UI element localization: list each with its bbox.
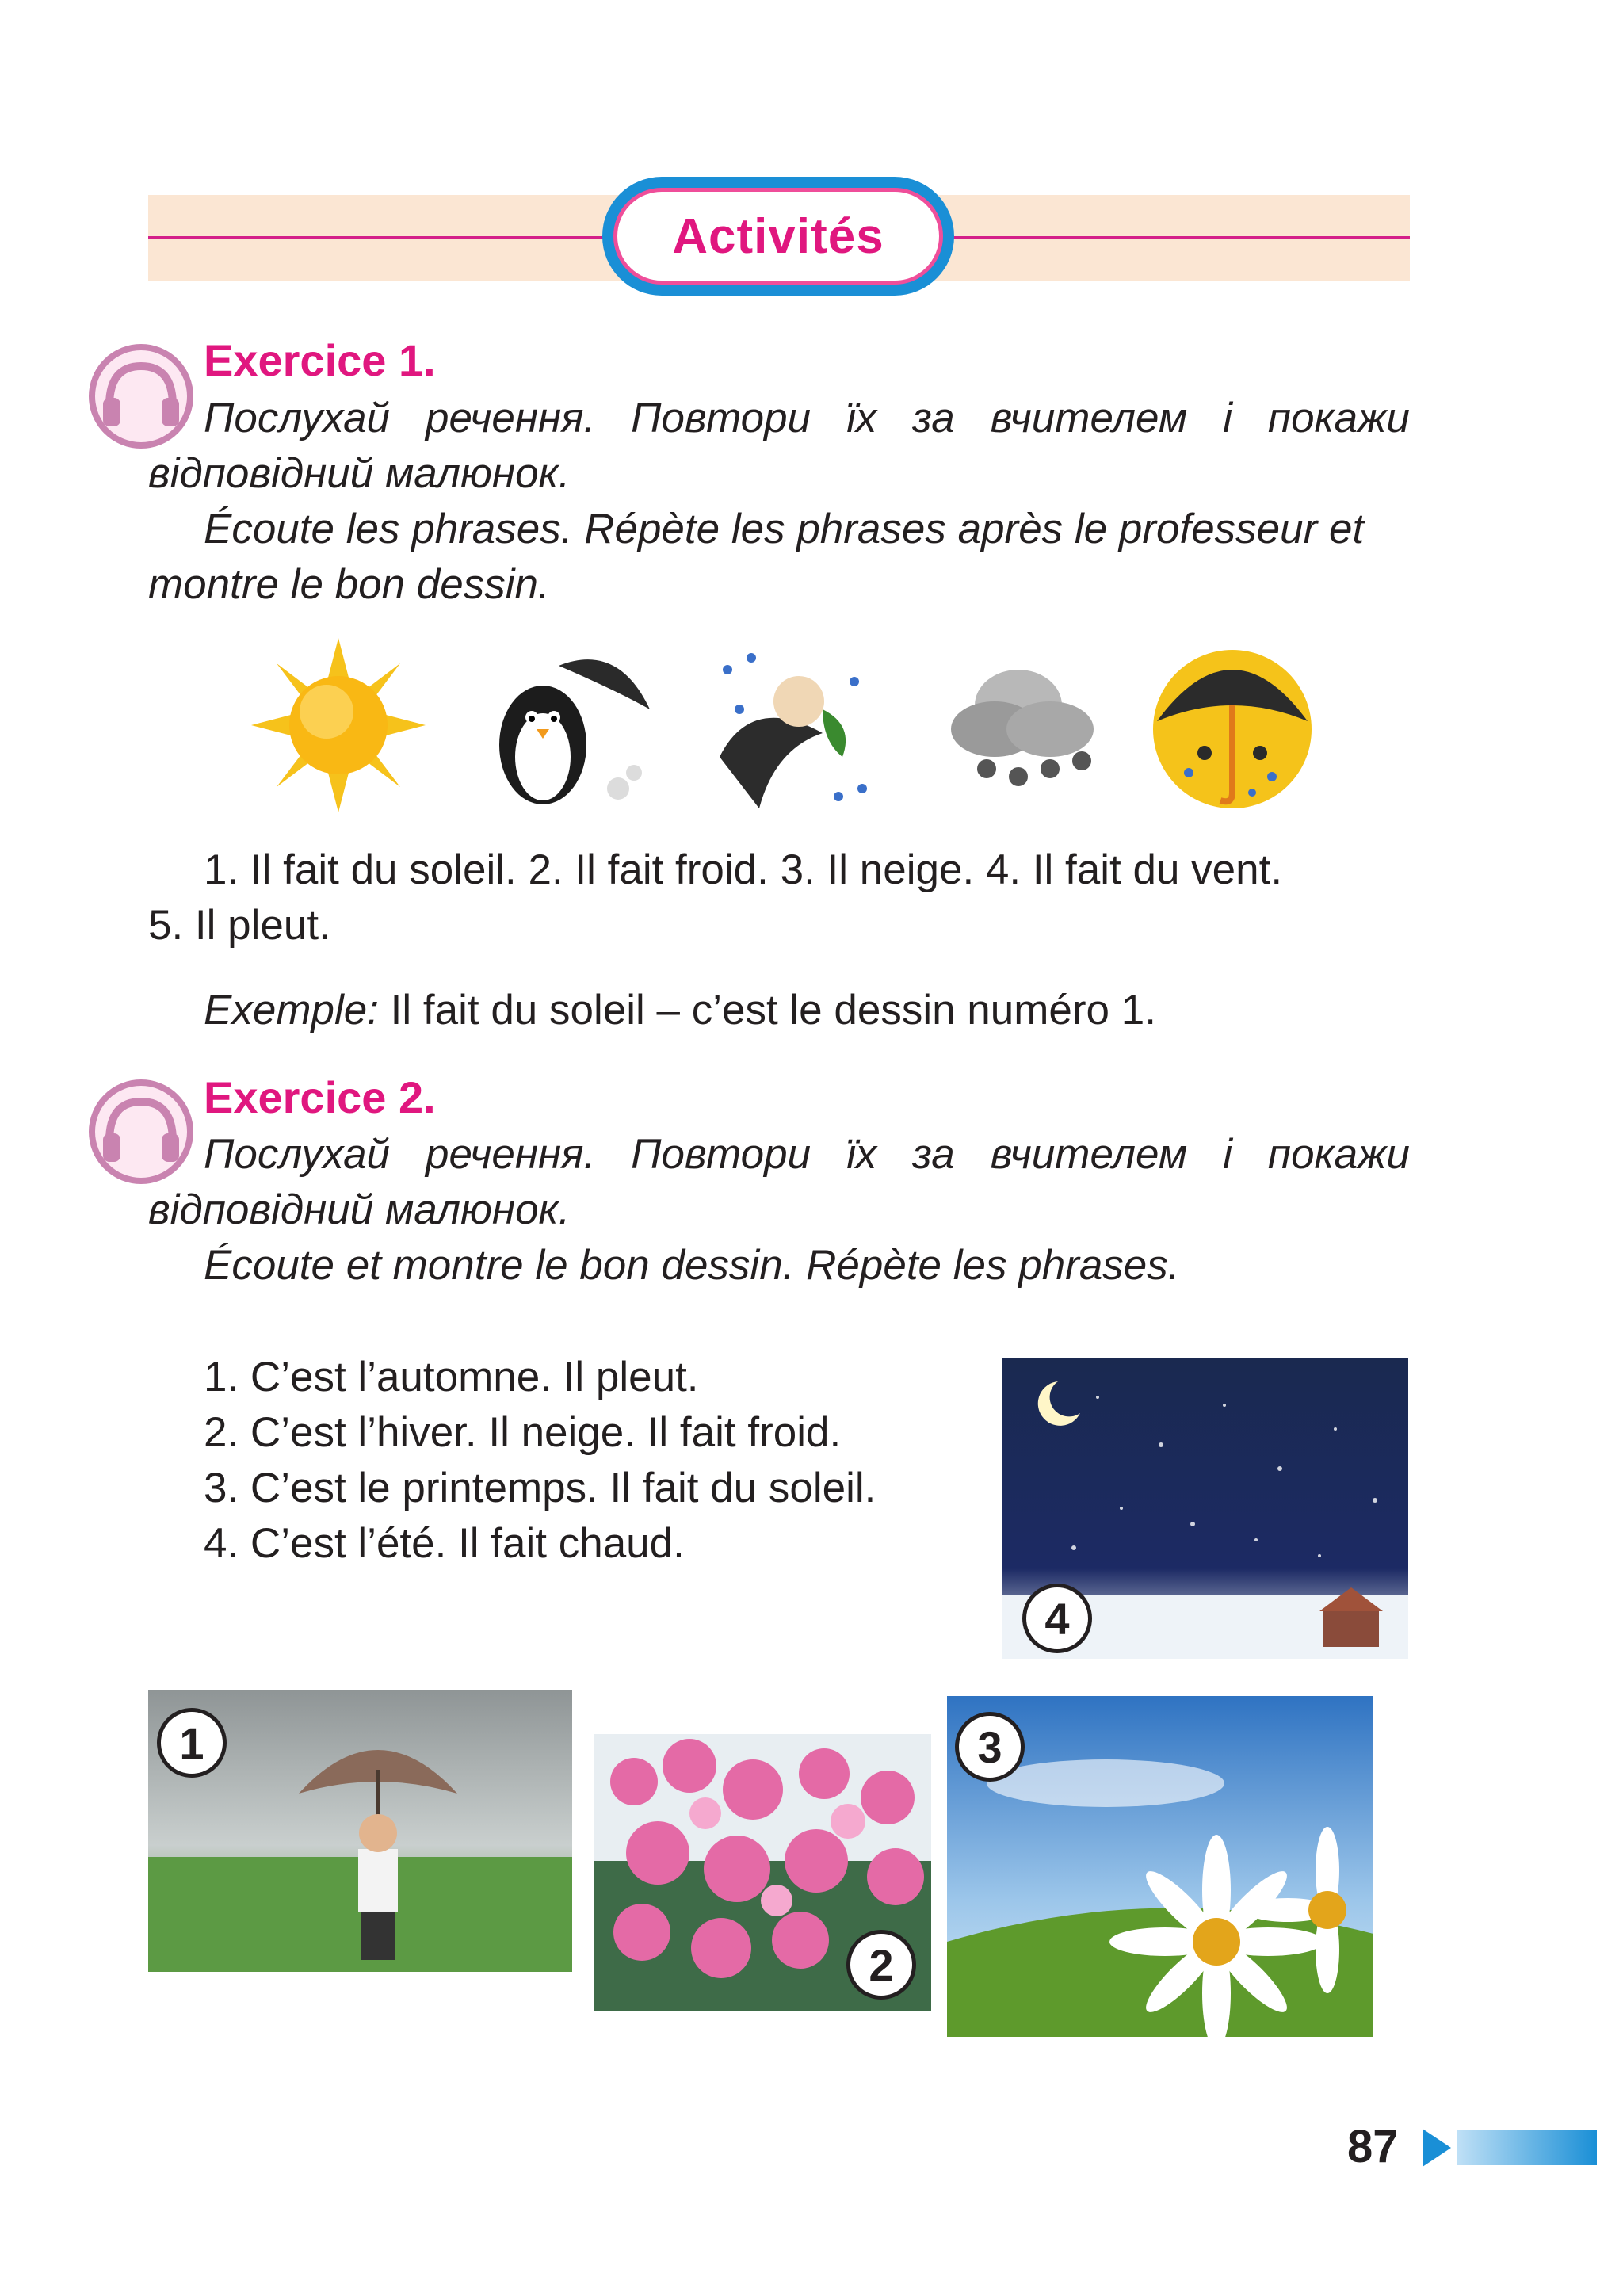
page-arrow-icon	[1423, 2126, 1597, 2170]
exercise1-instruction-uk: Послухай речення. Повтори їх за вчителем і покажи відповідний малюнок.	[148, 395, 1410, 497]
sun-icon	[247, 634, 430, 816]
page-number: 87	[1347, 2121, 1399, 2172]
exercise2-sentence: 1. C’est l’automne. Il pleut.	[204, 1354, 699, 1400]
example-text: Il fait du soleil – c’est le dessin numéro 1.	[378, 987, 1156, 1033]
exercise2-instruction-fr: Écoute et montre le bon dessin. Répète les phrases.	[204, 1242, 1180, 1289]
header-line-left	[148, 236, 608, 239]
rain-umbrella-icon	[1141, 634, 1323, 816]
header-pill-inner	[613, 188, 943, 285]
exercise1-title: Exercice 1.	[204, 335, 436, 385]
exercise1-sentences-line2: 5. Il pleut.	[148, 902, 330, 949]
exercise1-instruction-fr: Écoute les phrases. Répète les phrases après le professeur et montre le bon dessin.	[148, 506, 1365, 608]
photo-number-badge: 1	[157, 1708, 227, 1778]
wind-umbrella-icon	[704, 638, 886, 820]
exercise2-title: Exercice 2.	[204, 1072, 436, 1122]
exercise1-sentences-line1: 1. Il fait du soleil. 2. Il fait froid. 3. Il neige. 4. Il fait du vent.	[204, 846, 1283, 893]
exercise2-sentence: 4. C’est l’été. Il fait chaud.	[204, 1520, 685, 1567]
photo-number-badge: 4	[1022, 1584, 1092, 1653]
penguin-umbrella-icon	[479, 634, 662, 816]
header-line-right	[949, 236, 1410, 239]
exercise2-sentence: 3. C’est le printemps. Il fait du soleil.	[204, 1465, 876, 1511]
photo-number-badge: 2	[846, 1930, 916, 2000]
photo-number-badge: 3	[955, 1712, 1025, 1782]
snow-cloud-icon	[939, 642, 1121, 824]
page-title: Activités	[672, 208, 884, 264]
example-label: Exemple:	[204, 987, 379, 1033]
exercise1-example	[204, 983, 1156, 1038]
exercise2-sentence: 2. C’est l’hiver. Il neige. Il fait froid.	[204, 1409, 842, 1456]
exercise2-instruction-uk: Послухай речення. Повтори їх за вчителем і покажи відповідний малюнок.	[148, 1131, 1410, 1233]
